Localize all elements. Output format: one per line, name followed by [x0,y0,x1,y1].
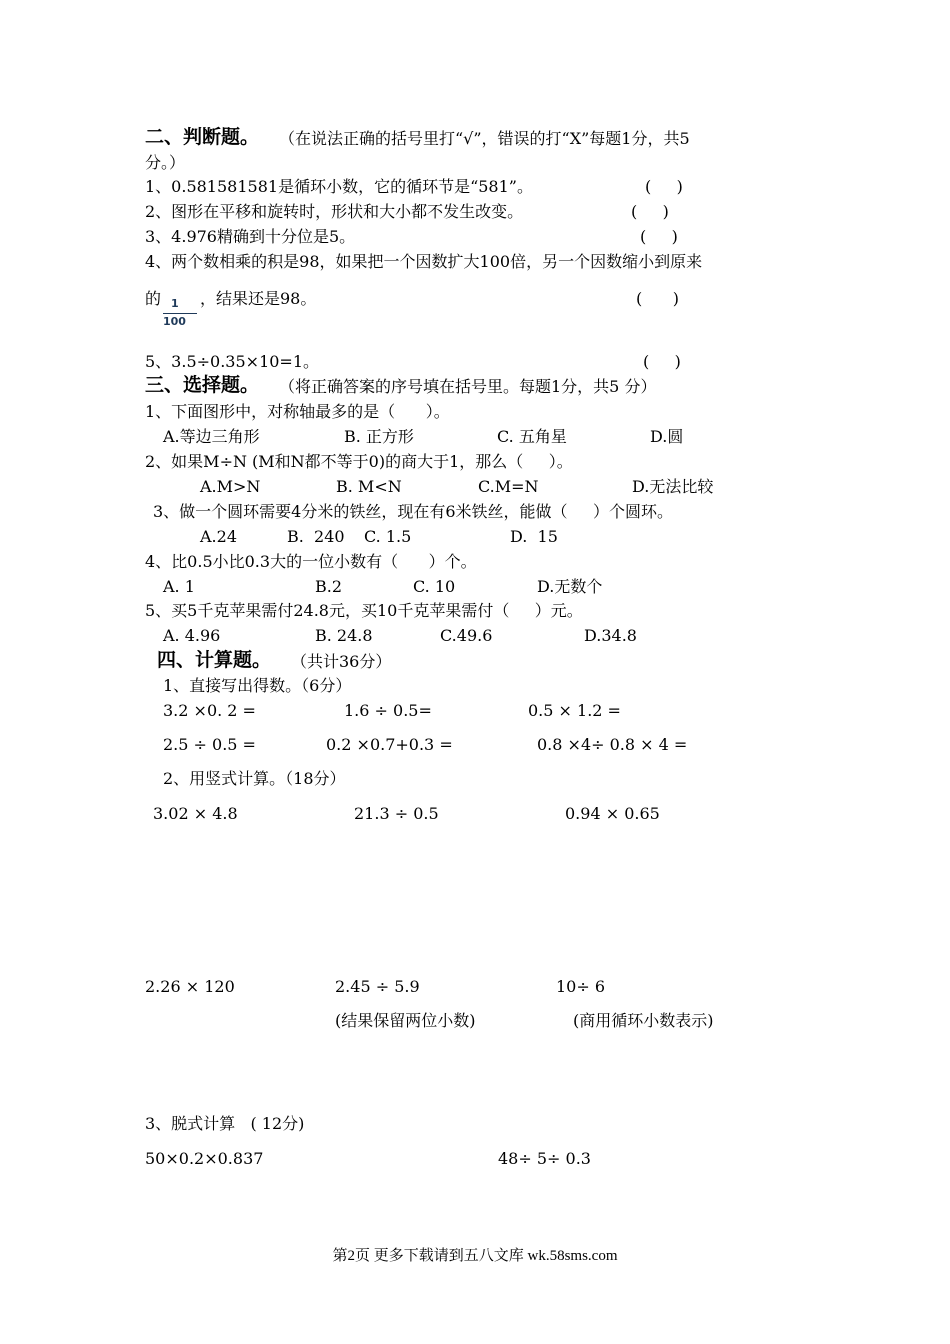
oral-calc-item: 1.6 ÷ 0.5= [344,701,432,720]
choice-q3-option-c[interactable]: C. 1.5 [364,527,412,546]
vertical-calc-item: 21.3 ÷ 0.5 [354,804,439,823]
judge-q4-text-suffix: ，结果还是98。 [200,289,317,308]
judge-q4-text-line1: 4、两个数相乘的积是98，如果把一个因数扩大100倍，另一个因数缩小到原来 [145,252,703,271]
section2-note-line1: （在说法正确的括号里打“√”，错误的打“X”每题1分，共5 [279,129,690,148]
section3-heading: 三、选择题。 [145,374,260,396]
oral-calc-item: 2.5 ÷ 0.5 = [163,735,256,754]
step-calc-item: 48÷ 5÷ 0.3 [498,1149,591,1168]
vertical-calc-item: 0.94 × 0.65 [565,804,660,823]
vertical-calc-title: 2、用竖式计算。（18分） [163,769,346,788]
judge-q4-text-prefix: 的 [145,289,162,308]
choice-q2-option-d[interactable]: D.无法比较 [632,477,714,496]
choice-q4-option-d[interactable]: D.无数个 [537,577,603,596]
judge-q2-answer-paren[interactable]: ( ) [631,202,669,221]
section3-note: （将正确答案的序号填在括号里。每题1分，共5 分） [279,377,657,396]
choice-q3-text: 3、做一个圆环需要4分米的铁丝，现在有6米铁丝，能做（ ）个圆环。 [153,502,673,521]
vertical-calc-item: 2.45 ÷ 5.9 [335,977,420,996]
judge-q4-answer-paren[interactable]: ( ) [636,289,679,308]
choice-q5-option-c[interactable]: C.49.6 [440,626,493,645]
oral-calc-item: 0.8 ×4÷ 0.8 × 4 = [537,735,688,754]
choice-q3-option-a[interactable]: A.24 [200,527,237,546]
vertical-calc-item: 10÷ 6 [556,977,606,996]
page-footer: 第2页 更多下载请到五八文库 wk.58sms.com [332,1248,618,1264]
judge-q1-text: 1、0.581581581是循环小数，它的循环节是“581”。 [145,177,533,196]
choice-q4-option-c[interactable]: C. 10 [413,577,456,596]
rounding-instruction: (结果保留两位小数) [335,1011,476,1030]
choice-q4-option-b[interactable]: B.2 [315,577,343,596]
section4-note: （共计36分） [291,652,392,671]
choice-q5-option-d[interactable]: D.34.8 [584,626,637,645]
repeating-decimal-instruction: (商用循环小数表示) [573,1011,714,1030]
judge-q3-answer-paren[interactable]: ( ) [640,227,678,246]
judge-q5-text: 5、3.5÷0.35×10=1。 [145,352,320,371]
step-calc-title: 3、脱式计算 ( 12分) [145,1114,305,1133]
section2-heading: 二、判断题。 [145,126,260,148]
choice-q2-option-c[interactable]: C.M=N [478,477,539,496]
choice-q1-option-a[interactable]: A.等边三角形 [163,427,260,446]
choice-q1-option-d[interactable]: D.圆 [650,427,684,446]
oral-calc-title: 1、直接写出得数。（6分） [163,676,352,695]
oral-calc-item: 0.5 × 1.2 = [528,701,621,720]
fraction-bar [163,313,197,314]
choice-q4-option-a[interactable]: A. 1 [163,577,195,596]
fraction-one-hundredth [163,297,199,331]
judge-q3-text: 3、4.976精确到十分位是5。 [145,227,356,246]
choice-q1-text: 1、下面图形中，对称轴最多的是（ ）。 [145,402,450,421]
choice-q3-option-d[interactable]: D. 15 [510,527,558,546]
judge-q2-text: 2、图形在平移和旋转时，形状和大小都不发生改变。 [145,202,524,221]
oral-calc-item: 3.2 ×0. 2 = [163,701,256,720]
choice-q2-option-b[interactable]: B. M<N [336,477,402,496]
judge-q5-answer-paren[interactable]: ( ) [643,352,681,371]
choice-q1-option-c[interactable]: C. 五角星 [497,427,567,446]
choice-q4-text: 4、比0.5小比0.3大的一位小数有（ ）个。 [145,552,477,571]
choice-q3-option-b[interactable]: B. 240 [287,527,345,546]
choice-q5-text: 5、买5千克苹果需付24.8元，买10千克苹果需付（ ）元。 [145,601,583,620]
choice-q1-option-b[interactable]: B. 正方形 [344,427,414,446]
choice-q2-text: 2、如果M÷N (M和N都不等于0)的商大于1，那么（ ）。 [145,452,573,471]
vertical-calc-item: 3.02 × 4.8 [153,804,238,823]
vertical-calc-item: 2.26 × 120 [145,977,235,996]
judge-q1-answer-paren[interactable]: ( ) [645,177,683,196]
step-calc-item: 50×0.2×0.837 [145,1149,264,1168]
choice-q2-option-a[interactable]: A.M>N [200,477,261,496]
choice-q5-option-a[interactable]: A. 4.96 [163,626,221,645]
fraction-denominator: 100 [163,315,186,328]
oral-calc-item: 0.2 ×0.7+0.3 = [326,735,453,754]
section2-note-line2: 分。） [145,153,186,172]
choice-q5-option-b[interactable]: B. 24.8 [315,626,373,645]
fraction-numerator: 1 [171,297,179,310]
section4-heading: 四、计算题。 [157,649,272,671]
